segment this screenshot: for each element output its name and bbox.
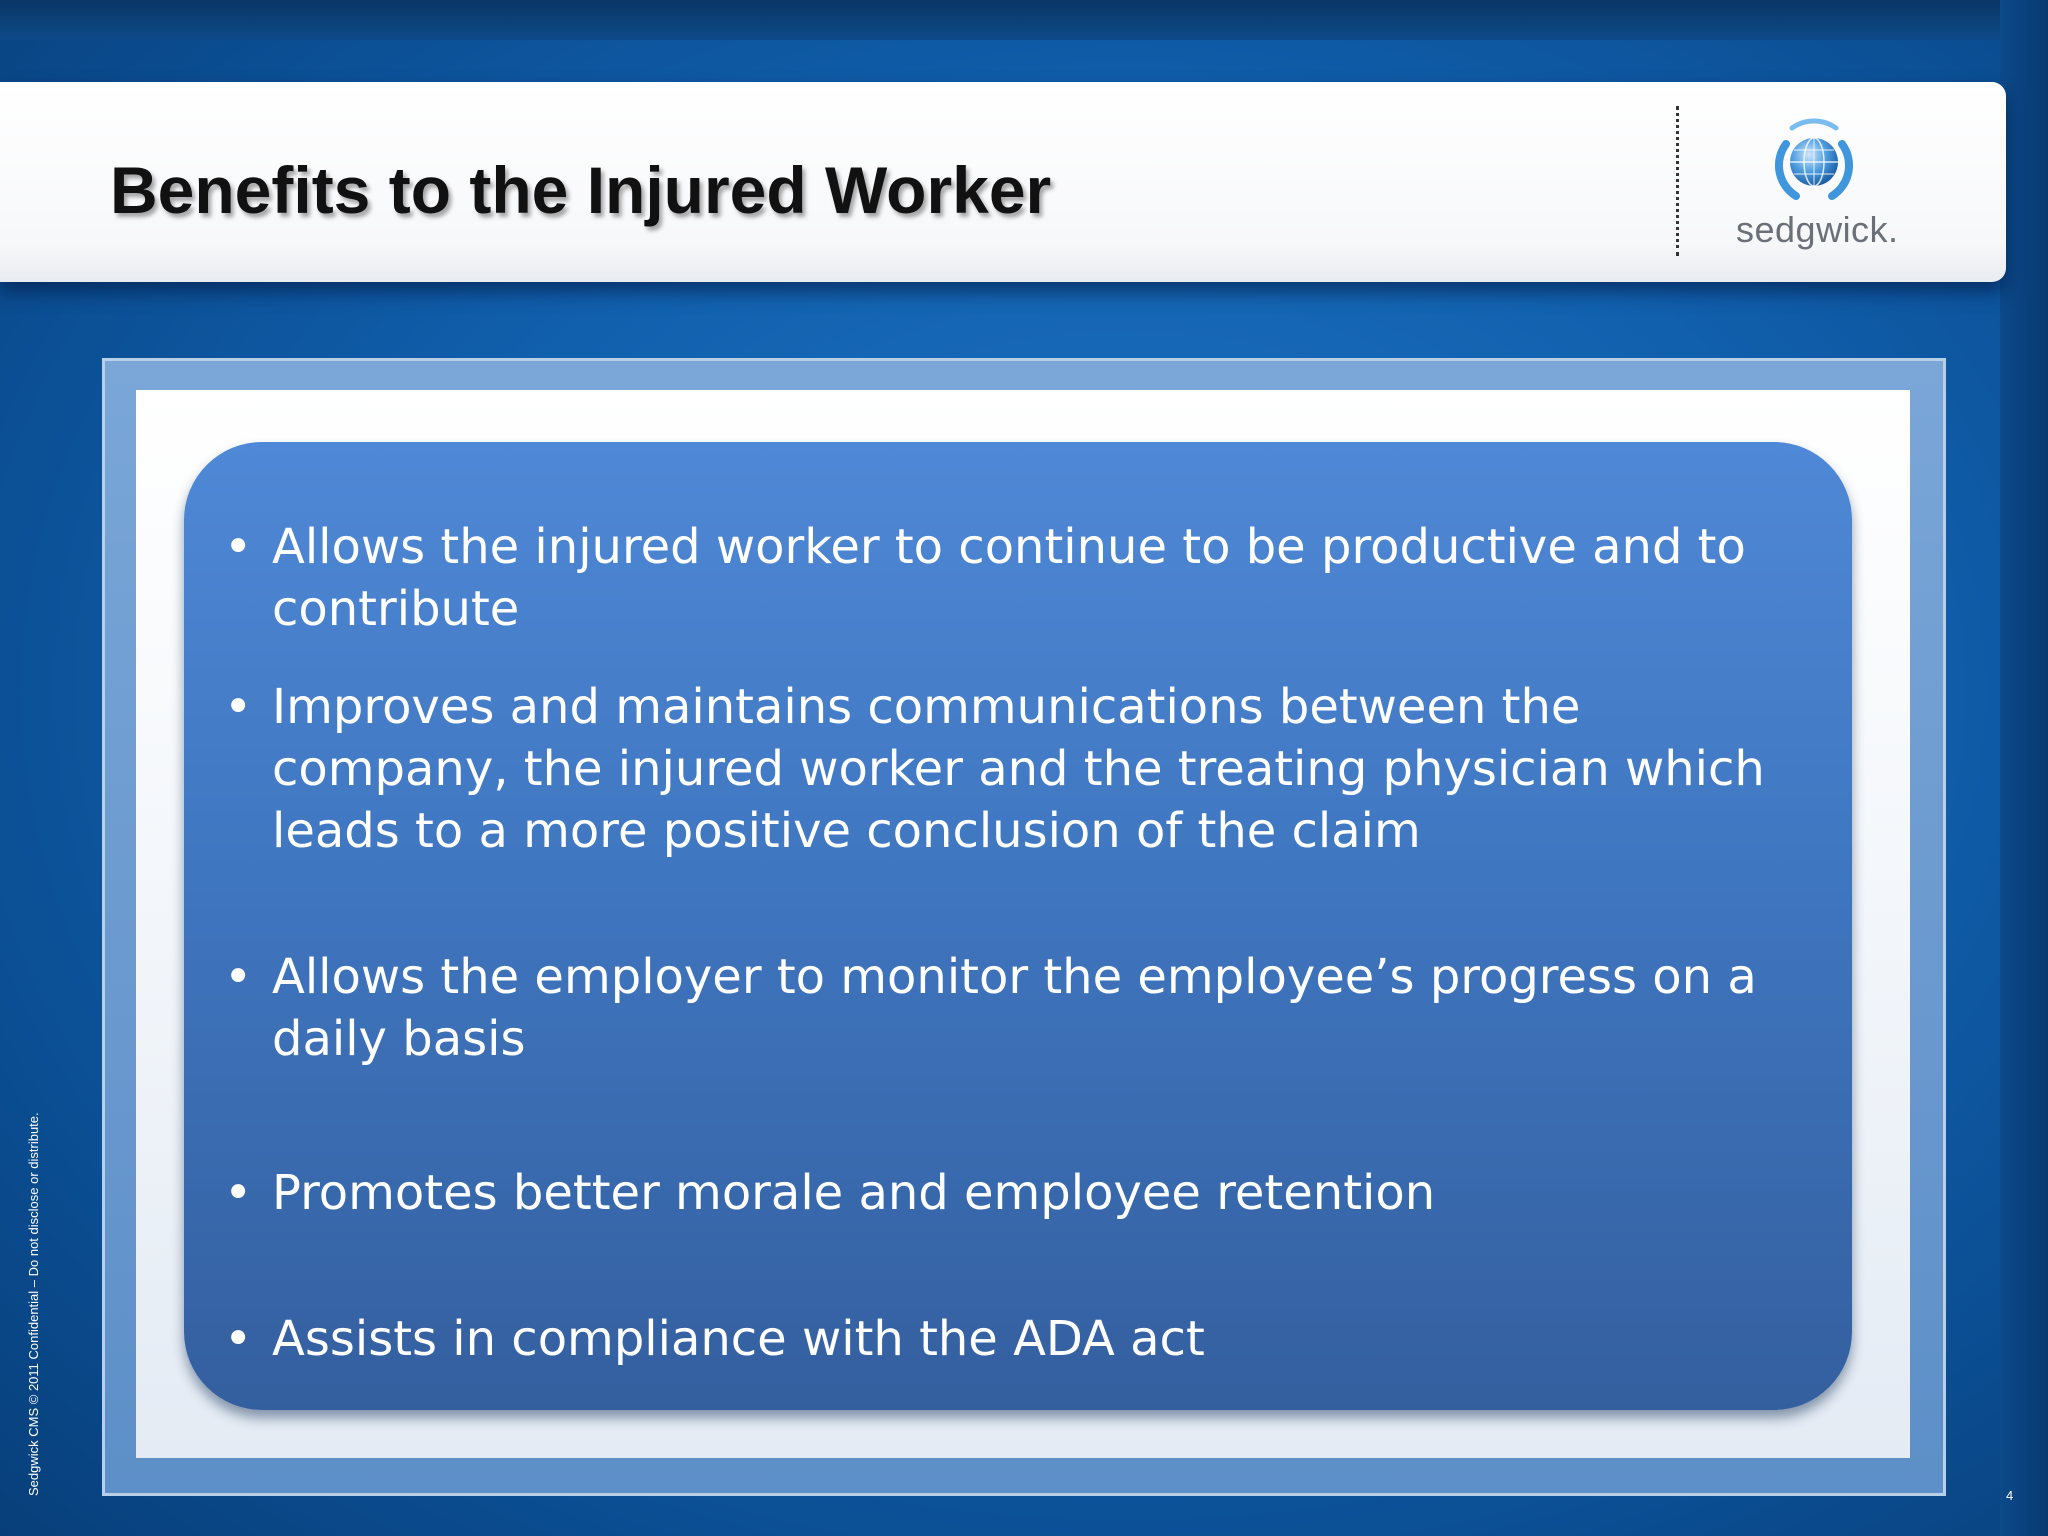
bullet-item (220, 676, 1830, 862)
sedgwick-logo (1736, 114, 1899, 254)
sedgwick-globe-icon (1766, 114, 1862, 210)
page-number: 4 (2006, 1488, 2014, 1503)
top-band (0, 0, 2048, 40)
slide-title: Benefits to the Injured Worker (110, 153, 1052, 227)
right-band (2000, 0, 2048, 1536)
confidential-footer: Sedgwick CMS © 2011 Confidential – Do not disclose or distribute. (26, 1112, 41, 1496)
bullet-text: Promotes better morale and employee retention (272, 1165, 1436, 1221)
bullet-dot: • (224, 519, 253, 575)
bullet-dot: • (224, 1311, 253, 1367)
bullet-item (220, 946, 1830, 1070)
bullet-item (220, 1308, 1830, 1370)
bullet-dot: • (224, 679, 253, 735)
bullet-item (220, 1162, 1830, 1224)
bullet-text: Allows the employer to monitor the employee’s progress on a daily basis (272, 949, 1757, 1067)
logo-wordmark: sedgwick. (1736, 209, 1899, 250)
bullet-dot: • (224, 949, 253, 1005)
bullet-text: Allows the injured worker to continue to be productive and to contribute (272, 519, 1746, 637)
bullet-text: Assists in compliance with the ADA act (272, 1311, 1205, 1367)
bullet-dot: • (224, 1165, 253, 1221)
bullet-text: Improves and maintains communications between the company, the injured worker and the treating physician which leads to a more positive conclusion of the claim (272, 679, 1765, 859)
bullet-item (220, 516, 1830, 640)
header-divider (1676, 106, 1679, 256)
